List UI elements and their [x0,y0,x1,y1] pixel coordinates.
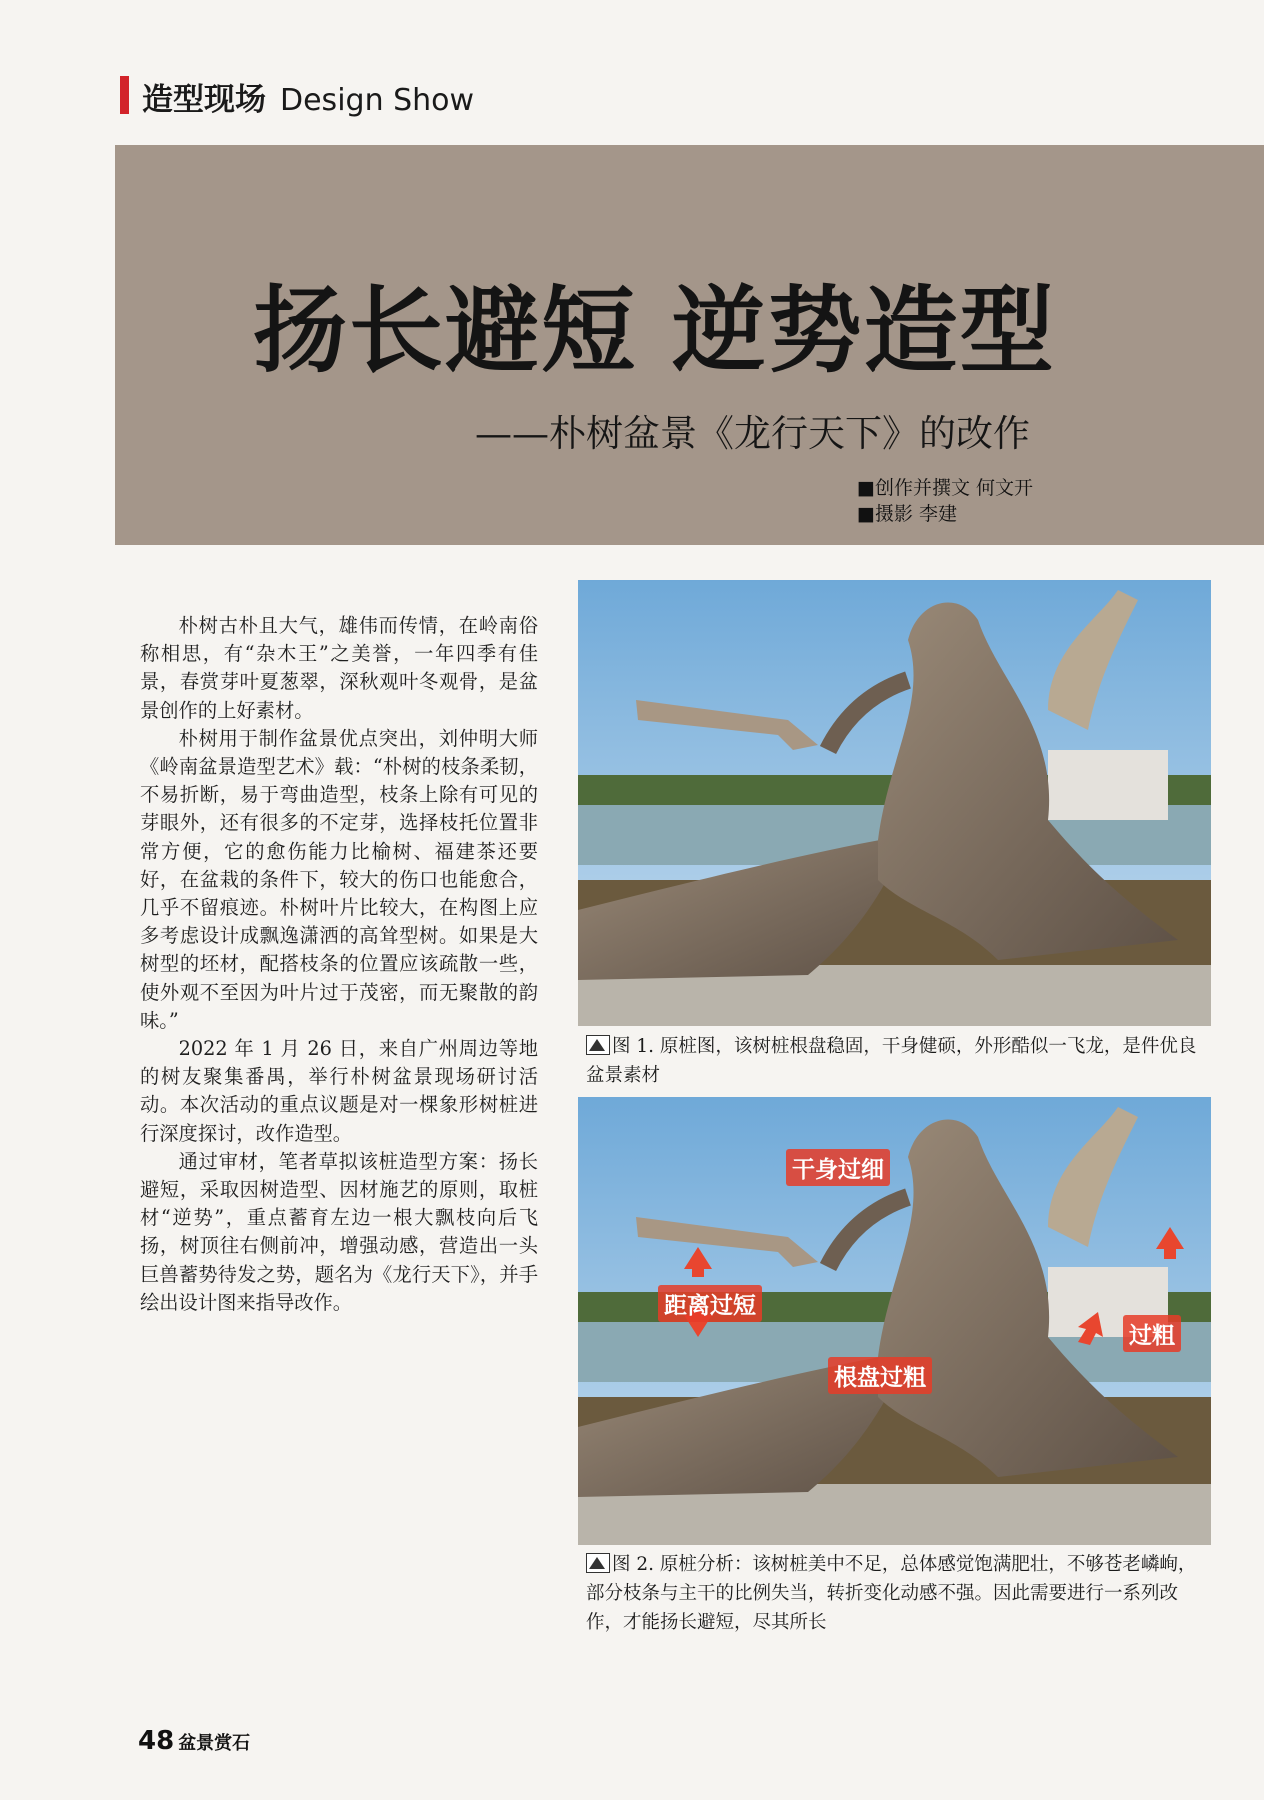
section-marker [120,76,129,114]
figure-1-caption: 图 1. 原桩图，该树桩根盘稳固，干身健硕，外形酷似一飞龙，是件优良盆景素材 [586,1036,1197,1086]
photographer-credit: ■摄影 李建 [857,503,957,525]
annotation-trunk-thin: 干身过细 [786,1149,890,1186]
section-label [142,74,474,119]
title-banner [115,145,1264,545]
article-body [140,612,538,1317]
figure-1-photo [578,580,1211,1026]
article-title: 扬长避短 逆势造型 [253,277,1056,386]
annotation-distance-short: 距离过短 [658,1285,762,1322]
annotation-too-thick: 过粗 [1123,1315,1181,1352]
bonsai-tree-image [578,580,1211,1026]
triangle-marker-icon [586,1035,610,1055]
section-title-cn: 造型现场 [142,82,266,118]
publication-name: 盆景赏石 [178,1733,251,1754]
author-credit: ■创作并撰文 何文开 [857,477,1033,499]
article-subtitle: ——朴树盆景《龙行天下》的改作 [475,412,1030,455]
section-title-en: Design Show [280,83,475,118]
paragraph: 朴树古朴且大气，雄伟而传情，在岭南俗称相思，有“杂木王”之美誉，一年四季有佳景，春赏芽叶夏葱翠，深秋观叶冬观骨，是盆景创作的上好素材。 [140,614,538,722]
triangle-marker-icon [586,1553,610,1573]
figure-2-caption: 图 2. 原桩分析：该树桩美中不足，总体感觉饱满肥壮，不够苍老嶙峋，部分枝条与主干的比例失当，转折变化动感不强。因此需要进行一系列改作，才能扬长避短，尽其所长 [586,1554,1197,1633]
page-number: 48 [138,1726,175,1756]
paragraph: 朴树用于制作盆景优点突出，刘仲明大师《岭南盆景造型艺术》载：“朴树的枝条柔韧，不易折断，易于弯曲造型，枝条上除有可见的芽眼外，还有很多的不定芽，选择枝托位置非常方便，它的愈伤能力比榆树、福建茶还要好，在盆栽的条件下，较大的伤口也能愈合，几乎不留痕迹。朴树叶片比较大，在构图上应多考虑设计成飘逸潇洒的高耸型树。如果是大树型的坯材，配搭枝条的位置应该疏散一些，使外观不至因为叶片过于茂密，而无聚散的韵味。” [140,726,538,1032]
figure-2-photo [578,1097,1211,1545]
paragraph: 2022 年 1 月 26 日，来自广州周边等地的树友聚集番禺，举行朴树盆景现场研讨活动。本次活动的重点议题是对一棵象形树桩进行深度探讨，改作造型。 [140,1037,538,1145]
page-footer [138,1726,250,1756]
paragraph: 通过审材，笔者草拟该桩造型方案：扬长避短，采取因树造型、因材施艺的原则，取桩材“逆势”，重点蓄育左边一根大飘枝向后飞扬，树顶往右侧前冲，增强动感，营造出一头巨兽蓄势待发之势，题名为《龙行天下》，并手绘出设计图来指导改作。 [140,1149,538,1314]
annotation-root-thick: 根盘过粗 [828,1357,932,1394]
